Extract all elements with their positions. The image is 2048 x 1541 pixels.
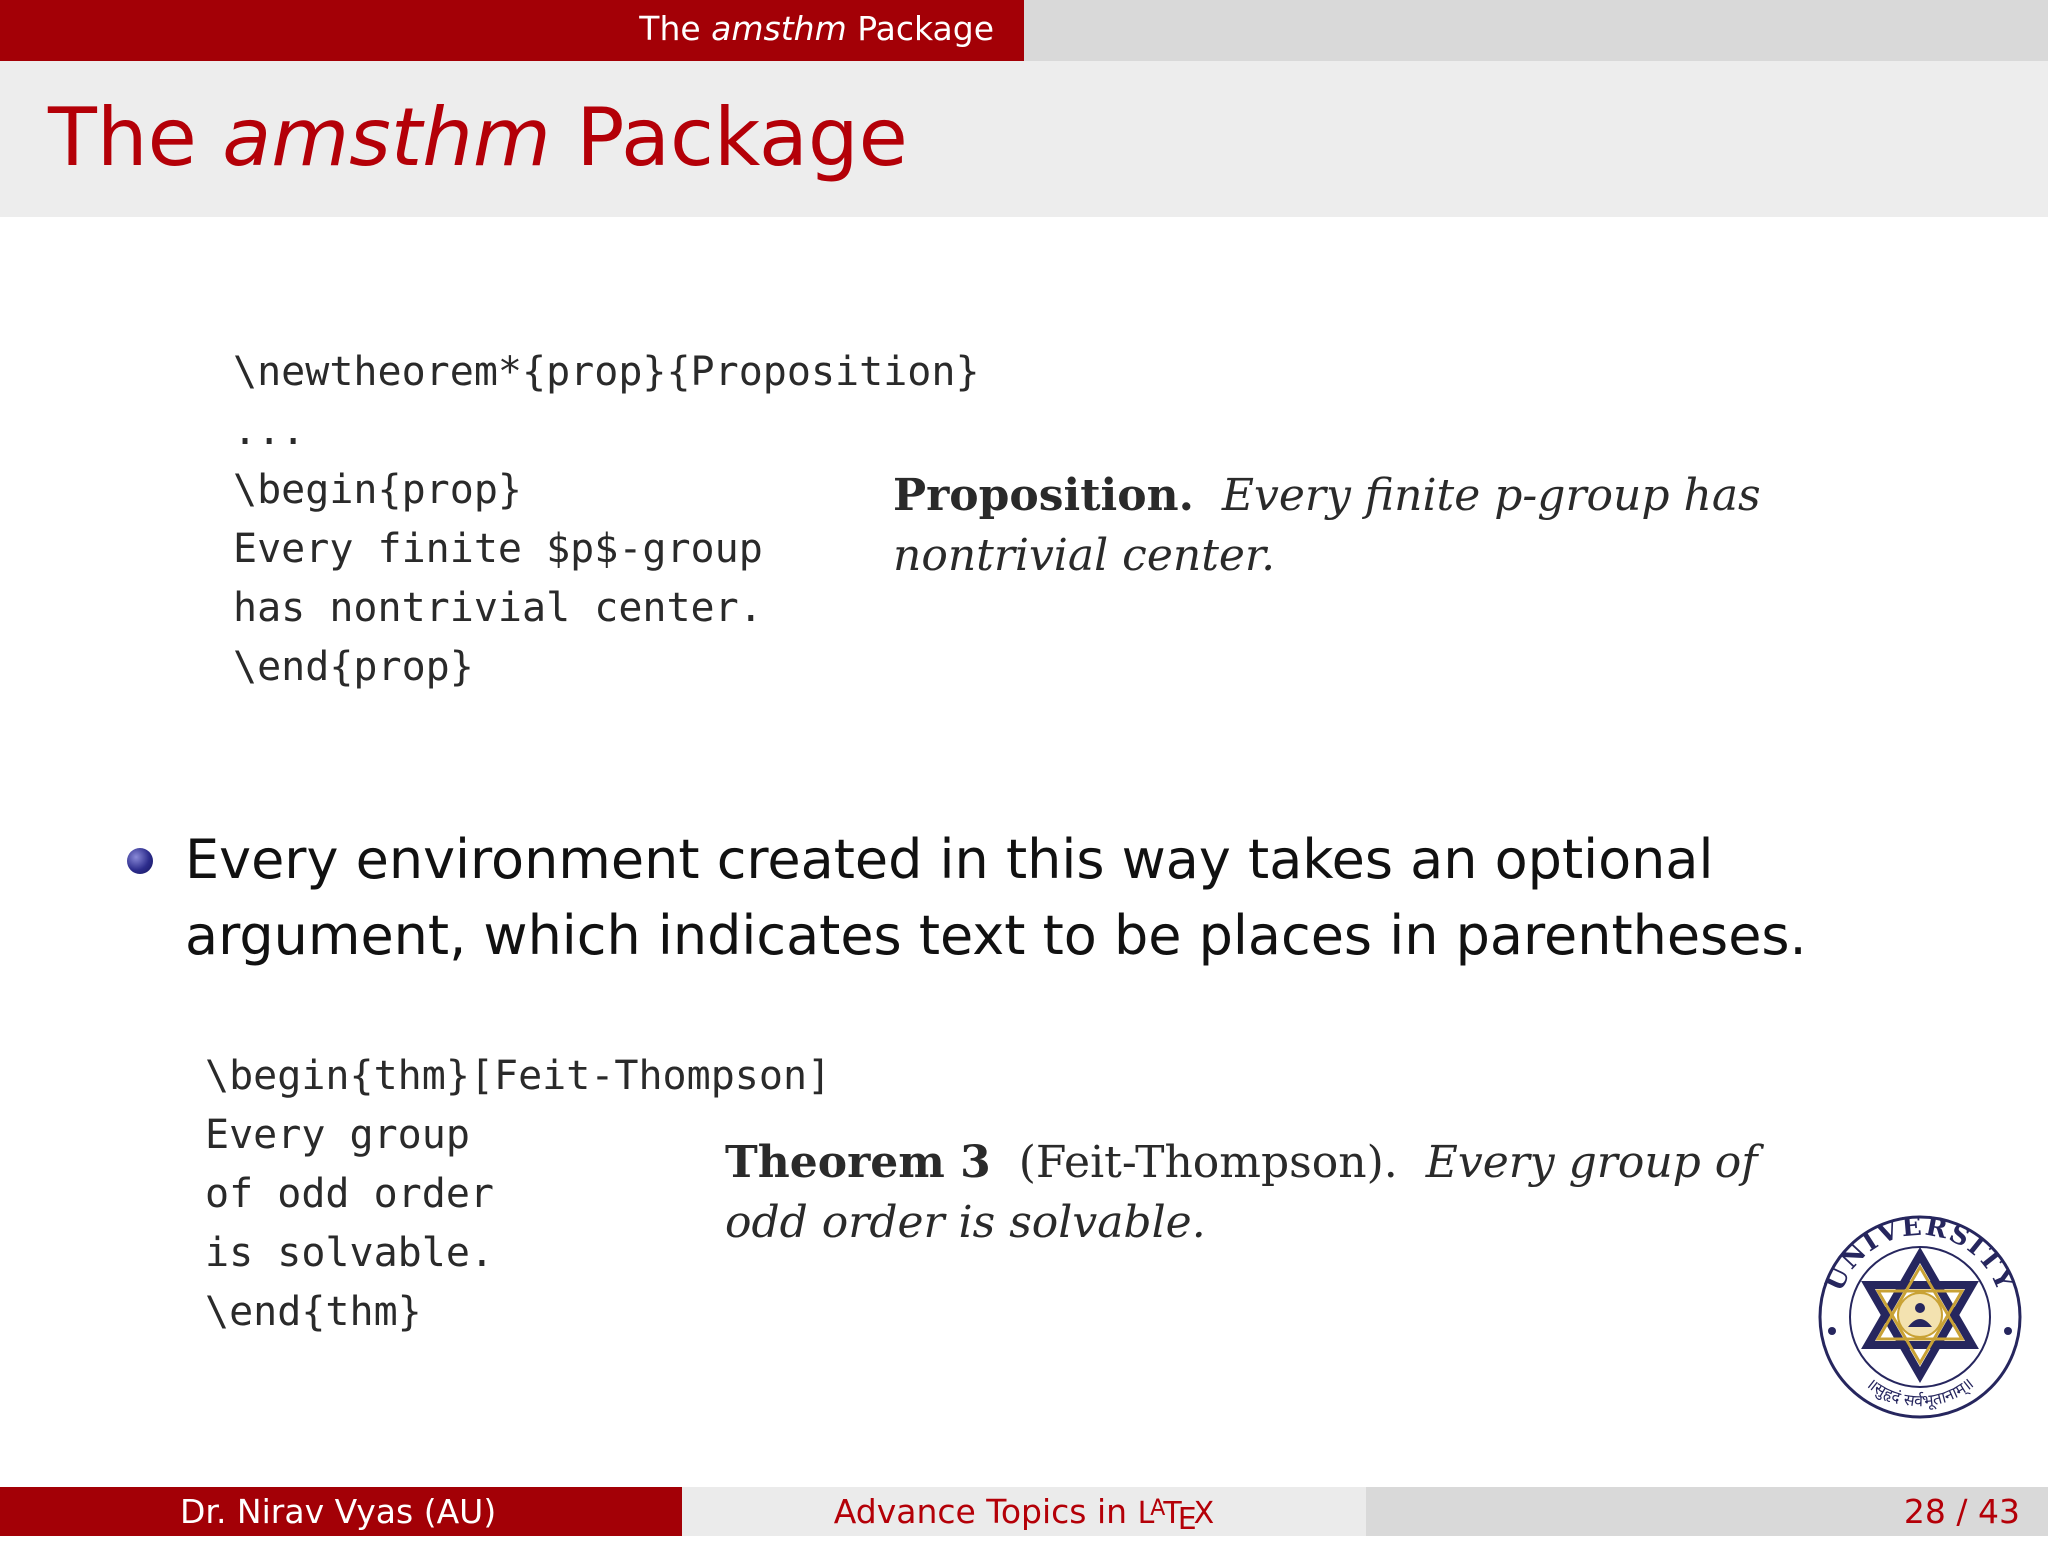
theorem-label: Theorem 3 [725, 1137, 991, 1188]
header-section-title[interactable]: The amsthm Package [639, 9, 994, 48]
university-logo [1808, 1205, 2032, 1429]
code-line: ... [233, 408, 306, 454]
code-line: Every finite $p$-group [233, 526, 763, 572]
code-line: has nontrivial center. [233, 585, 763, 631]
frame-title: The amsthm Package [48, 91, 908, 184]
header-subsection-bar [1024, 0, 2048, 61]
footer-title-bar [682, 1487, 1366, 1536]
footer-author-bar [0, 1487, 682, 1536]
code-line: \end{thm} [205, 1289, 422, 1335]
footer-author: Dr. Nirav Vyas (AU) [180, 1492, 497, 1531]
proposition-body: Every finite p-group has nontrivial center. [893, 470, 1761, 581]
code-line: \begin{thm}[Feit-Thompson] [205, 1053, 832, 1099]
code-line: is solvable. [205, 1230, 494, 1276]
code-line: \newtheorem*{prop}{Proposition} [233, 349, 980, 395]
code-line: Every group [205, 1112, 470, 1158]
code-line: of odd order [205, 1171, 494, 1217]
theorem-note: (Feit-Thompson). [1018, 1137, 1398, 1188]
footer-page-bar [1366, 1487, 2048, 1536]
code-example-proposition [233, 343, 980, 697]
code-line: \end{prop} [233, 644, 474, 690]
rendered-proposition [893, 466, 1813, 586]
theorem-body: Every group of odd order is solvable. [725, 1137, 1758, 1248]
proposition-label: Proposition. [893, 470, 1194, 521]
logo-top-text: UNIVERSITY [1819, 1211, 2021, 1296]
logo-bottom-text: ॥सुहृदं सर्वभूतानाम्॥ [1862, 1373, 1978, 1411]
bullet-text: Every environment created in this way takes an optional argument, which indicates text to be places in parentheses. [185, 828, 1807, 967]
latex-logo: $L^ATEX$ [1137, 1496, 1215, 1537]
bullet-icon [127, 848, 153, 874]
footer-title: Advance Topics in $L^ATEX$ [682, 1487, 1366, 1541]
code-line: \begin{prop} [233, 467, 522, 513]
footer-page-number: 28 / 43 [1903, 1492, 2020, 1531]
rendered-theorem [725, 1133, 1825, 1253]
